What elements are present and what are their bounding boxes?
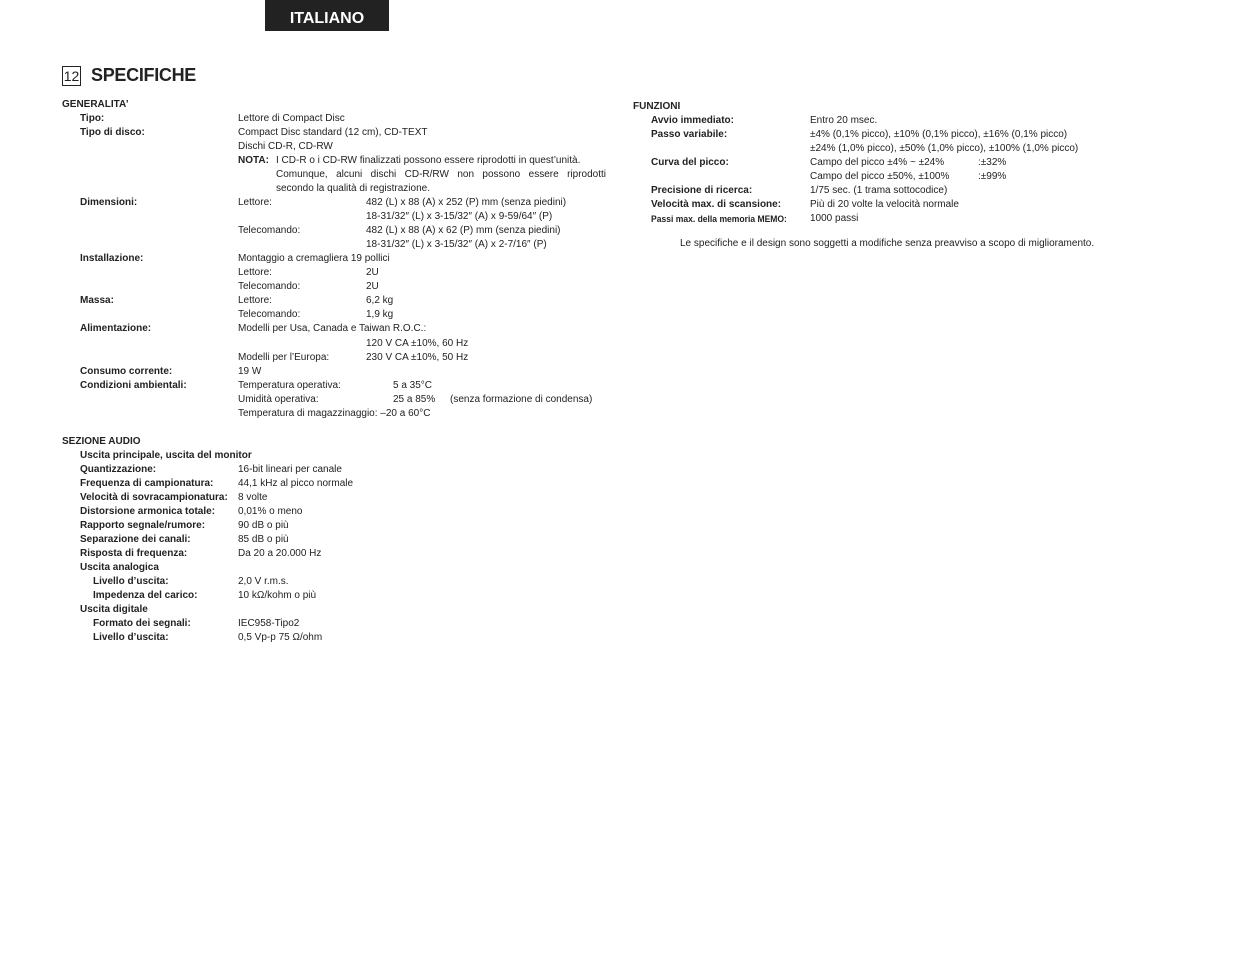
spec-value: ±4% (0,1% picco), ±10% (0,1% picco), ±16% (0,1% picco) (810, 129, 1068, 140)
language-tab: ITALIANO (265, 0, 389, 31)
spec-subheading: Uscita digitale (80, 604, 148, 615)
spec-label: Separazione dei canali: (80, 534, 191, 545)
spec-value: Lettore di Compact Disc (238, 113, 345, 124)
spec-sublabel: Lettore: (238, 267, 272, 278)
spec-label: Impedenza del carico: (93, 590, 198, 601)
spec-sublabel: Telecomando: (238, 281, 301, 292)
spec-value: 0,01% o meno (238, 506, 303, 517)
spec-value: 8 volte (238, 492, 268, 503)
spec-label: Risposta di frequenza: (80, 548, 188, 559)
spec-value: 18-31/32″ (L) x 3-15/32″ (A) x 2-7/16″ (P) (366, 239, 547, 250)
spec-label: Distorsione armonica totale: (80, 506, 216, 517)
spec-value: Campo del picco ±50%, ±100% (810, 171, 950, 182)
spec-label: Formato dei segnali: (93, 618, 191, 629)
spec-value: Dischi CD-R, CD-RW (238, 141, 333, 152)
spec-note: (senza formazione di condensa) (450, 394, 593, 405)
spec-value: 1,9 kg (366, 309, 394, 320)
spec-sublabel: Modelli per l’Europa: (238, 352, 330, 363)
spec-label: Rapporto segnale/rumore: (80, 520, 206, 531)
section-title (62, 65, 196, 86)
spec-value: IEC958-Tipo2 (238, 618, 300, 629)
spec-value: 1000 passi (810, 213, 859, 224)
spec-subheading: Uscita analogica (80, 562, 159, 573)
spec-value: 120 V CA ±10%, 60 Hz (366, 338, 469, 349)
spec-value: 0,5 Vp-p 75 Ω/ohm (238, 632, 323, 643)
spec-label: Velocità di sovracampionatura: (80, 492, 228, 503)
spec-value: 10 kΩ/kohm o più (238, 590, 317, 601)
spec-label: Livello d’uscita: (93, 632, 169, 643)
spec-value: 18-31/32″ (L) x 3-15/32″ (A) x 9-59/64″ (P) (366, 211, 553, 222)
spec-label: Velocità max. di scansione: (651, 199, 782, 210)
spec-label: Avvio immediato: (651, 115, 734, 126)
spec-value: 19 W (238, 366, 262, 377)
spec-label: Passi max. della memoria MEMO: (651, 214, 787, 224)
spec-value: 90 dB o più (238, 520, 289, 531)
funzioni-heading: FUNZIONI (633, 101, 681, 112)
spec-value: :±32% (978, 157, 1007, 168)
spec-value: Temperatura di magazzinaggio: –20 a 60°C (238, 408, 431, 419)
spec-value: Da 20 a 20.000 Hz (238, 548, 322, 559)
spec-sublabel: Telecomando: (238, 309, 301, 320)
section-number: 12 (63, 67, 80, 84)
spec-sublabel: Temperatura operativa: (238, 380, 341, 391)
spec-value: Compact Disc standard (12 cm), CD-TEXT (238, 127, 428, 138)
spec-value: Più di 20 volte la velocità normale (810, 199, 959, 210)
spec-label: Alimentazione: (80, 323, 152, 334)
spec-value: 25 a 85% (393, 394, 436, 405)
spec-value: 1/75 sec. (1 trama sottocodice) (810, 185, 948, 196)
spec-value: Montaggio a cremagliera 19 pollici (238, 253, 390, 264)
spec-label: Tipo: (80, 113, 105, 124)
spec-value: 5 a 35°C (393, 380, 433, 391)
spec-label: Condizioni ambientali: (80, 380, 187, 391)
spec-label: Installazione: (80, 253, 144, 264)
spec-label: Consumo corrente: (80, 366, 173, 377)
spec-value: 44,1 kHz al picco normale (238, 478, 354, 489)
spec-sublabel: Telecomando: (238, 225, 301, 236)
spec-label: Dimensioni: (80, 197, 138, 208)
spec-value: 2,0 V r.m.s. (238, 576, 289, 587)
spec-sublabel: Modelli per Usa, Canada e Taiwan R.O.C.: (238, 323, 427, 334)
spec-label: Passo variabile: (651, 129, 728, 140)
spec-label: Tipo di disco: (80, 127, 145, 138)
spec-sublabel: Umidità operativa: (238, 394, 319, 405)
spec-value: 230 V CA ±10%, 50 Hz (366, 352, 469, 363)
spec-value: 6,2 kg (366, 295, 394, 306)
section-heading: SPECIFICHE (91, 65, 197, 85)
note-label: NOTA: (238, 155, 269, 166)
spec-value: 482 (L) x 88 (A) x 62 (P) mm (senza piedini) (366, 225, 561, 236)
spec-label: Quantizzazione: (80, 464, 157, 475)
note-text: secondo la qualità di registrazione. (276, 183, 430, 194)
spec-value: Campo del picco ±4% ~ ±24% (810, 157, 945, 168)
spec-sublabel: Lettore: (238, 197, 272, 208)
spec-value: 2U (366, 267, 379, 278)
spec-value: 482 (L) x 88 (A) x 252 (P) mm (senza piedini) (366, 197, 567, 208)
spec-label: Curva del picco: (651, 157, 729, 168)
spec-subheading: Uscita principale, uscita del monitor (80, 450, 252, 461)
spec-value: ±24% (1,0% picco), ±50% (1,0% picco), ±100% (1,0% picco) (810, 143, 1079, 154)
note-text: I CD-R o i CD-RW finalizzati possono essere riprodotti in quest’unità. (276, 155, 581, 166)
spec-value: 85 dB o più (238, 534, 289, 545)
disclaimer-note: Le specifiche e il design sono soggetti a modifiche senza preavviso a scopo di miglioramento. (680, 238, 1095, 249)
spec-value: 2U (366, 281, 379, 292)
spec-value: Entro 20 msec. (810, 115, 878, 126)
spec-label: Precisione di ricerca: (651, 185, 753, 196)
spec-sublabel: Lettore: (238, 295, 272, 306)
spec-label: Massa: (80, 295, 114, 306)
audio-heading: SEZIONE AUDIO (62, 436, 141, 447)
spec-value: :±99% (978, 171, 1007, 182)
general-heading: GENERALITA’ (62, 99, 129, 110)
spec-label: Frequenza di campionatura: (80, 478, 214, 489)
spec-label: Livello d’uscita: (93, 576, 169, 587)
spec-value: 16-bit lineari per canale (238, 464, 342, 475)
note-text: Comunque, alcuni dischi CD-R/RW non possono essere riprodotti (276, 169, 606, 180)
